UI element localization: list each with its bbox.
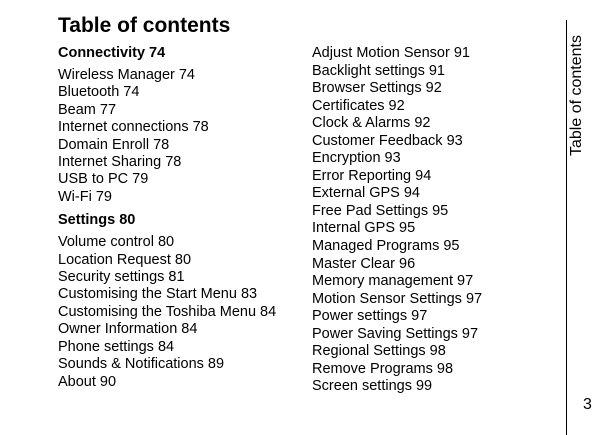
toc-entry[interactable]: Customer Feedback 93 bbox=[312, 132, 463, 149]
toc-entry[interactable]: Location Request 80 bbox=[58, 251, 192, 268]
toc-entry[interactable]: Backlight settings 91 bbox=[312, 62, 445, 79]
toc-entry[interactable]: Sounds & Notifications 89 bbox=[58, 356, 225, 373]
toc-entry[interactable]: Remove Programs 98 bbox=[312, 360, 454, 377]
toc-entry[interactable]: Owner Information 84 bbox=[58, 321, 198, 338]
toc-section-heading[interactable]: Settings 80 bbox=[58, 212, 136, 229]
toc-entry[interactable]: Phone settings 84 bbox=[58, 338, 175, 355]
toc-entry[interactable]: USB to PC 79 bbox=[58, 171, 149, 188]
toc-entry[interactable]: Browser Settings 92 bbox=[312, 80, 442, 97]
toc-entry[interactable]: Certificates 92 bbox=[312, 97, 405, 114]
side-divider bbox=[566, 20, 567, 435]
toc-entry[interactable]: Free Pad Settings 95 bbox=[312, 202, 449, 219]
toc-entry[interactable]: Internal GPS 95 bbox=[312, 220, 416, 237]
toc-entry[interactable]: Managed Programs 95 bbox=[312, 238, 460, 255]
page-title: Table of contents bbox=[58, 14, 231, 37]
toc-entry[interactable]: Clock & Alarms 92 bbox=[312, 115, 431, 132]
toc-section-connectivity bbox=[58, 44, 276, 206]
toc-entry[interactable]: Power Saving Settings 97 bbox=[312, 325, 479, 342]
page-number: 3 bbox=[583, 396, 592, 413]
toc-entry[interactable]: Wi-Fi 79 bbox=[58, 188, 112, 205]
toc-entry[interactable]: Bluetooth 74 bbox=[58, 84, 140, 101]
toc-entry[interactable]: Screen settings 99 bbox=[312, 378, 433, 395]
toc-left-column bbox=[58, 44, 276, 391]
toc-entry[interactable]: Internet Sharing 78 bbox=[58, 154, 182, 171]
toc-entry[interactable]: External GPS 94 bbox=[312, 185, 420, 202]
toc-entry[interactable]: Power settings 97 bbox=[312, 308, 428, 325]
toc-entry[interactable]: Domain Enroll 78 bbox=[58, 136, 170, 153]
toc-entry[interactable]: Encryption 93 bbox=[312, 150, 401, 167]
toc-entry[interactable]: Motion Sensor Settings 97 bbox=[312, 290, 483, 307]
toc-entry[interactable]: Beam 77 bbox=[58, 101, 117, 118]
toc-entry[interactable]: Internet connections 78 bbox=[58, 119, 209, 136]
toc-entry[interactable]: Master Clear 96 bbox=[312, 255, 416, 272]
toc-entry[interactable]: Regional Settings 98 bbox=[312, 343, 446, 360]
toc-entry[interactable]: Customising the Toshiba Menu 84 bbox=[58, 303, 277, 320]
toc-entry[interactable]: Memory management 97 bbox=[312, 273, 474, 290]
toc-right-column bbox=[312, 45, 482, 396]
toc-section-settings bbox=[58, 211, 276, 391]
toc-entry[interactable]: Adjust Motion Sensor 91 bbox=[312, 45, 470, 61]
toc-entry[interactable]: Customising the Start Menu 83 bbox=[58, 286, 258, 303]
side-tab-label: Table of contents bbox=[568, 35, 585, 156]
toc-entry[interactable]: Wireless Manager 74 bbox=[58, 67, 195, 83]
toc-section-heading[interactable]: Connectivity 74 bbox=[58, 45, 166, 61]
toc-entry[interactable]: Security settings 81 bbox=[58, 269, 185, 286]
toc-entry[interactable]: About 90 bbox=[58, 373, 117, 390]
toc-entry[interactable]: Volume control 80 bbox=[58, 234, 175, 251]
toc-entry[interactable]: Error Reporting 94 bbox=[312, 167, 432, 184]
